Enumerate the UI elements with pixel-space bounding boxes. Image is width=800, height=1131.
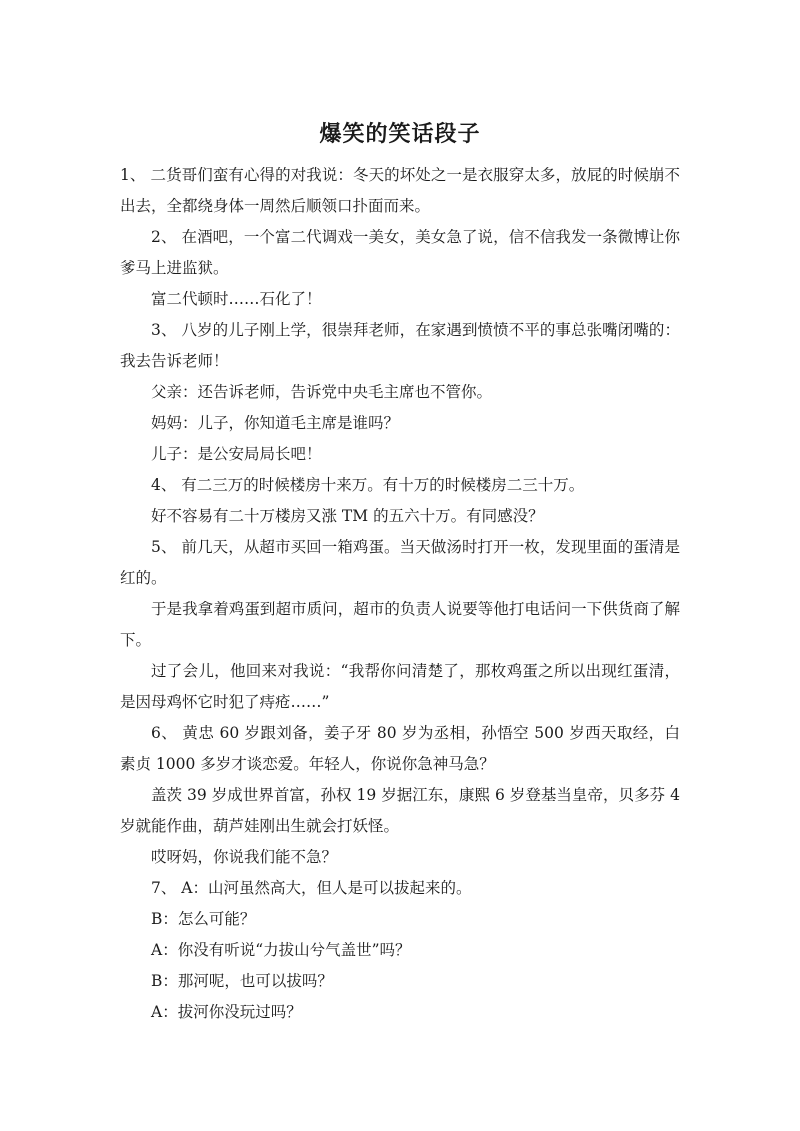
paragraph: 盖茨 39 岁成世界首富，孙权 19 岁据江东，康熙 6 岁登基当皇帝，贝多芬 4 岁就能作曲，葫芦娃刚出生就会打妖怪。	[120, 786, 680, 835]
paragraph: 富二代顿时……石化了！	[151, 290, 322, 308]
paragraph: 3、 八岁的儿子刚上学，很崇拜老师，在家遇到愤愤不平的事总张嘴闭嘴的：我去告诉老师！	[120, 321, 680, 370]
paragraph: B：怎么可能？	[151, 910, 256, 928]
paragraph: 父亲：还告诉老师，告诉党中央毛主席也不管你。	[151, 383, 493, 401]
paragraph: 妈妈：儿子，你知道毛主席是谁吗？	[151, 414, 400, 432]
paragraph: 哎呀妈，你说我们能不急？	[151, 848, 338, 866]
paragraph: 5、 前几天，从超市买回一箱鸡蛋。当天做汤时打开一枚，发现里面的蛋清是红的。	[120, 538, 680, 587]
paragraph: 好不容易有二十万楼房又涨 TM 的五六十万。有同感没？	[151, 507, 544, 525]
document-body	[120, 160, 680, 1028]
paragraph: 于是我拿着鸡蛋到超市质问，超市的负责人说要等他打电话问一下供货商了解下。	[120, 600, 680, 649]
paragraph: A：你没有听说“力拔山兮气盖世”吗？	[151, 941, 411, 959]
paragraph: 1、 二货哥们蛮有心得的对我说：冬天的坏处之一是衣服穿太多，放屁的时候崩不出去，全都绕身体一周然后顺领口扑面而来。	[120, 166, 680, 215]
paragraph: 过了会儿，他回来对我说：“我帮你问清楚了，那枚鸡蛋之所以出现红蛋清，是因母鸡怀它时犯了痔疮……”	[120, 662, 680, 711]
paragraph: 4、 有二三万的时候楼房十来万。有十万的时候楼房二三十万。	[151, 476, 585, 494]
paragraph: 2、 在酒吧，一个富二代调戏一美女，美女急了说，信不信我发一条微博让你爹马上进监狱。	[120, 228, 680, 277]
paragraph: 儿子：是公安局局长吧！	[151, 445, 322, 463]
paragraph: 7、 A：山河虽然高大，但人是可以拔起来的。	[151, 879, 472, 897]
paragraph: A：拔河你没玩过吗？	[151, 1003, 302, 1021]
page-title: 爆笑的笑话段子	[319, 122, 481, 147]
paragraph: B：那河呢，也可以拔吗？	[151, 972, 333, 990]
paragraph: 6、 黄忠 60 岁跟刘备，姜子牙 80 岁为丞相，孙悟空 500 岁西天取经，白素贞 1000 多岁才谈恋爱。年轻人，你说你急神马急？	[120, 724, 680, 773]
